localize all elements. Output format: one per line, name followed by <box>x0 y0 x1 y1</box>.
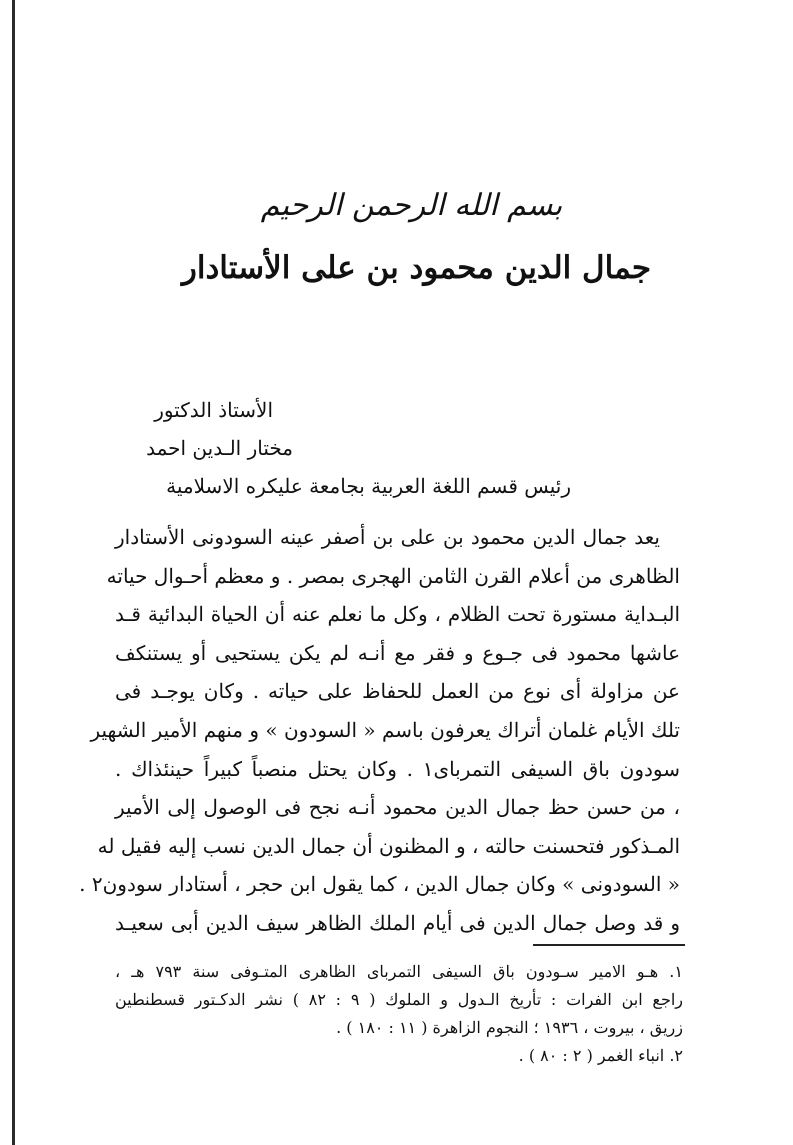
article-body <box>79 518 680 943</box>
body-line: يعد جمال الدين محمود بن على بن أصفر عينه السودونى الأستادار <box>115 525 660 549</box>
body-line: « السودونى » وكان جمال الدين ، كما يقول ابن حجر ، أستادار سودون٢ . <box>79 872 680 897</box>
footnote-line: ١. هـو الامير سـودون باق السيفى التمرباى الظاهرى المتـوفى سنة ٧٩٣ هـ ، <box>115 962 683 981</box>
author-affiliation: رئيس قسم اللغة العربية بجامعة عليكره الاسلامية <box>166 474 571 498</box>
body-line: تلك الأيام غلمان أتراك يعرفون باسم « السودون » و منهم الأمير الشهير <box>90 717 680 742</box>
body-line: ، من حسن حظ جمال الدين محمود أنـه نجح فى الوصول إلى الأمير <box>115 795 680 820</box>
body-line: المـذكور فتحسنت حالته ، و المظنون أن جمال الدين نسب إليه فقيل له <box>97 833 680 858</box>
page-edge <box>0 0 15 1145</box>
footnote-line: راجع ابن الفرات : تأريخ الـدول و الملوك ( ٩ : ٨٢ ) نشر الدكـتور قسطنطين <box>115 990 684 1009</box>
footnotes <box>115 958 683 1070</box>
page-title: جمال الدين محمود بن على الأستادار <box>181 250 652 286</box>
body-line: البـداية مستورة تحت الظلام ، وكل ما نعلم عنه أن الحياة البدائية قـد <box>115 602 680 627</box>
footnote-divider <box>533 944 685 946</box>
body-line: سودون باق السيفى التمرباى١ . وكان يحتل منصباً كبيراً حينئذاك . <box>115 756 680 781</box>
footnote-line: زريق ، بيروت ، ١٩٣٦ ؛ النجوم الزاهرة ( ١١ : ١٨٠ ) . <box>336 1018 683 1037</box>
body-line: و قد وصل جمال الدين فى أيام الملك الظاهر سيف الدين أبى سعيـد <box>115 910 680 935</box>
author-name: مختار الـدين احمد <box>146 436 293 460</box>
footnote-line: ٢. انباء الغمر ( ٢ : ٨٠ ) . <box>518 1046 683 1065</box>
author-honorific: الأستاذ الدكتور <box>154 398 273 422</box>
body-line: عن مزاولة أى نوع من العمل للحفاظ على حياته . وكان يوجـد فى <box>115 679 680 704</box>
body-line: عاشها محمود فى جـوع و فقر مع أنـه لم يكن يستحيى أو يستنكف <box>115 640 680 665</box>
body-line: الظاهرى من أعلام القرن الثامن الهجرى بمصر . و معظم أحـوال حياته <box>106 563 680 588</box>
basmala-heading: بسم الله الرحمن الرحيم <box>260 188 563 223</box>
